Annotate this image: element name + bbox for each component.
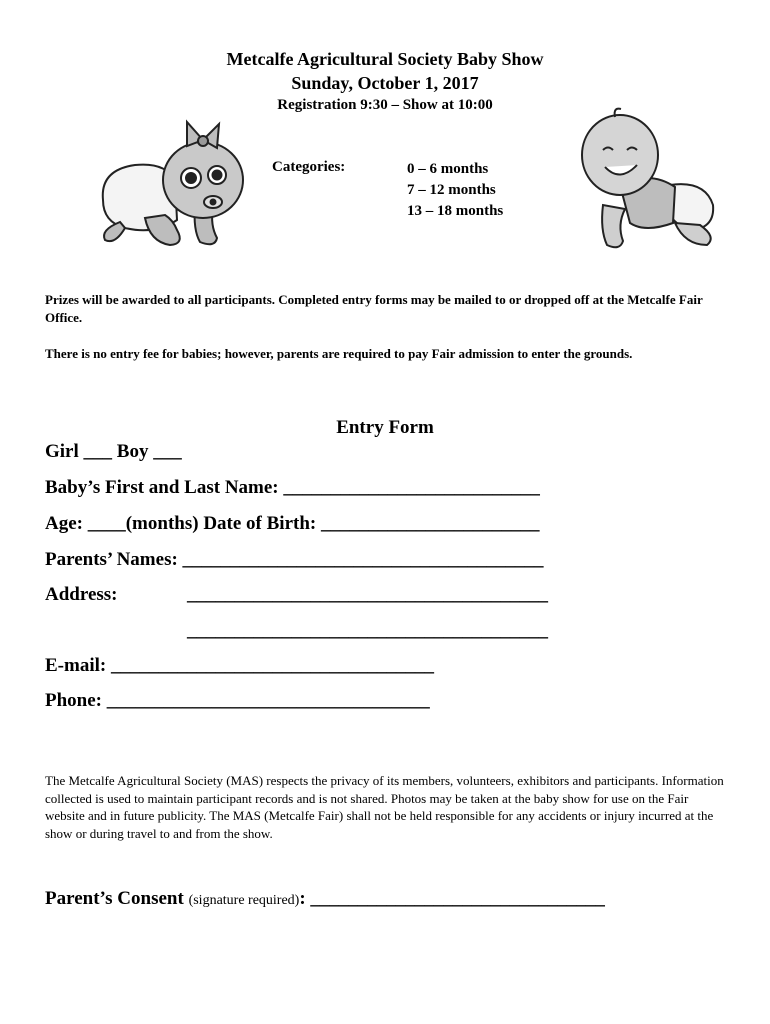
signature-line[interactable]: : _______________________________ bbox=[299, 888, 605, 909]
category-item: 7 – 12 months bbox=[407, 182, 496, 198]
parent-consent[interactable] bbox=[45, 888, 605, 910]
page-title: Metcalfe Agricultural Society Baby Show bbox=[226, 49, 544, 69]
address-line-1[interactable]: ______________________________________ bbox=[187, 584, 548, 605]
email-field[interactable]: E-mail: __________________________________ bbox=[45, 655, 434, 676]
entry-form-title: Entry Form bbox=[336, 417, 434, 438]
age-dob-field[interactable]: Age: ____(months) Date of Birth: _______________________ bbox=[45, 513, 540, 534]
categories-label: Categories: bbox=[272, 159, 346, 175]
address-line-2[interactable]: ______________________________________ bbox=[187, 620, 548, 641]
baby-boy-illustration bbox=[575, 105, 725, 255]
address-label: Address: bbox=[45, 584, 118, 605]
phone-field[interactable]: Phone: __________________________________ bbox=[45, 690, 430, 711]
privacy-statement: The Metcalfe Agricultural Society (MAS) respects the privacy of its members, volunteers, exhibitors and participants. Information collected is used to maintain participant records and is not shared. Photos may be taken at the baby show for use on the Fair website and in future publicity. The MAS (Metcalfe Fair) shall not be held responsible for any accidents or injury incurred at the show or during travel to and from the show. bbox=[45, 773, 724, 841]
event-date: Sunday, October 1, 2017 bbox=[291, 73, 479, 93]
baby-name-field[interactable]: Baby’s First and Last Name: ___________________________ bbox=[45, 477, 540, 498]
parents-names-field[interactable]: Parents’ Names: ______________________________________ bbox=[45, 549, 544, 570]
consent-label: Parent’s Consent bbox=[45, 888, 184, 909]
fee-notice: There is no entry fee for babies; however, parents are required to pay Fair admission to enter the grounds. bbox=[45, 346, 633, 361]
baby-girl-illustration bbox=[95, 110, 250, 255]
category-item: 0 – 6 months bbox=[407, 161, 489, 177]
consent-note: (signature required) bbox=[188, 893, 300, 908]
gender-field[interactable]: Girl ___ Boy ___ bbox=[45, 441, 182, 462]
categories-list bbox=[407, 159, 503, 222]
category-item: 13 – 18 months bbox=[407, 203, 504, 219]
prizes-notice: Prizes will be awarded to all participants. Completed entry forms may be mailed to or dropped off at the Metcalfe Fair Office. bbox=[45, 292, 703, 325]
registration-time: Registration 9:30 – Show at 10:00 bbox=[277, 97, 493, 113]
